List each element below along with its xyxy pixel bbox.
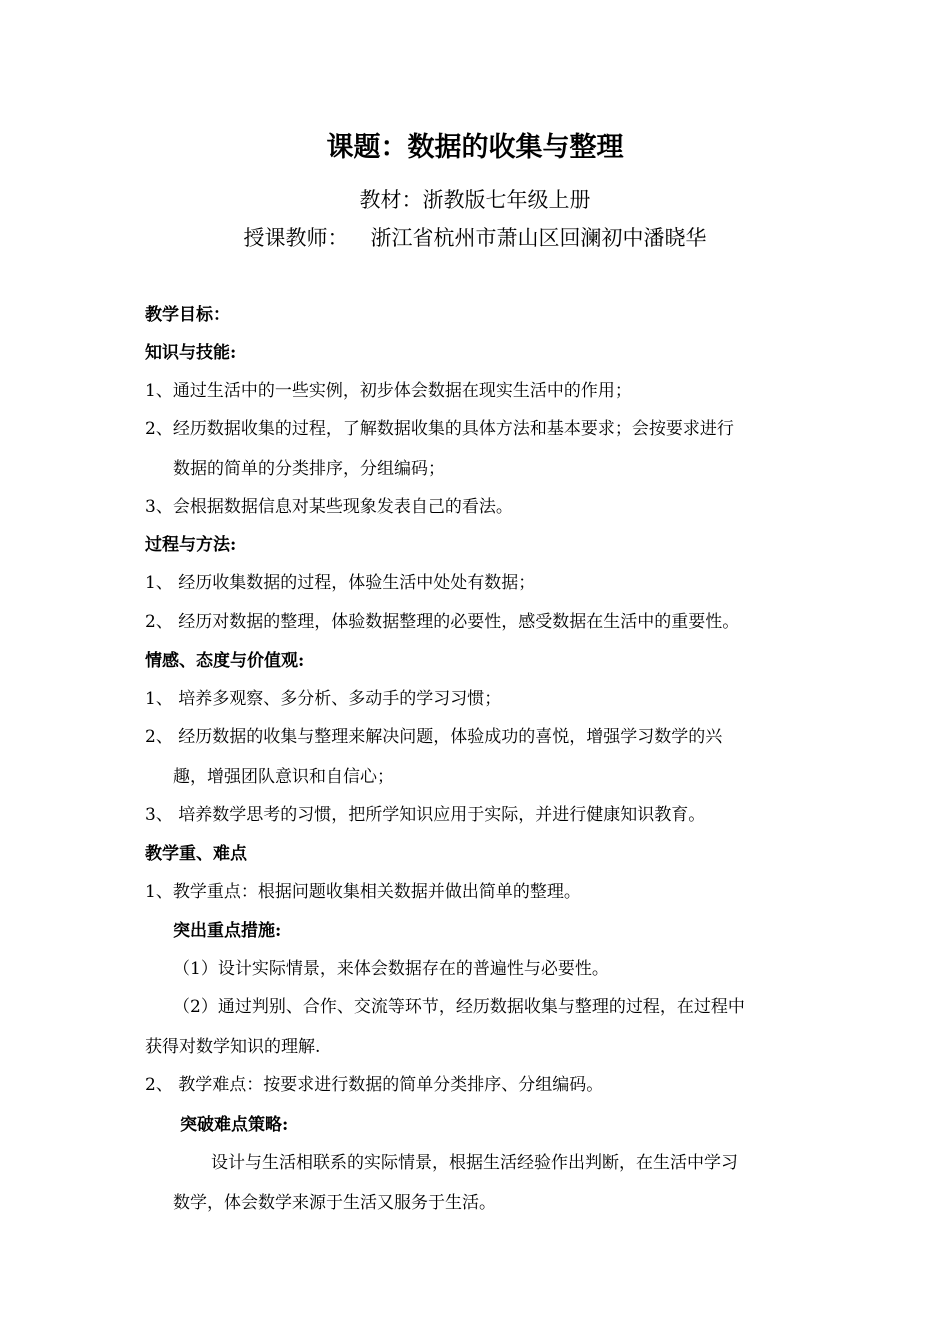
body-line: 1、 培养多观察、多分析、多动手的学习习惯； <box>145 689 502 709</box>
subheading-process-method: 过程与方法: <box>145 535 237 555</box>
body-line: 2、 教学难点：按要求进行数据的简单分类排序、分组编码。 <box>145 1075 604 1095</box>
body-line: 数学，体会数学来源于生活又服务于生活。 <box>173 1193 496 1213</box>
subheading-difficulty-strategy: 突破难点策略: <box>180 1115 289 1135</box>
body-line: 1、教学重点：根据问题收集相关数据并做出简单的整理。 <box>145 882 581 902</box>
section-heading-objectives: 教学目标： <box>145 305 230 325</box>
body-line: 2、经历数据收集的过程，了解数据收集的具体方法和基本要求；会按要求进行 <box>145 419 734 439</box>
body-line: 趣，增强团队意识和自信心； <box>173 767 394 787</box>
subheading-key-measures: 突出重点措施: <box>173 921 282 941</box>
body-line: 2、 经历对数据的整理，体验数据整理的必要性，感受数据在生活中的重要性。 <box>145 612 740 632</box>
subheading-knowledge-skills: 知识与技能: <box>145 343 237 363</box>
teacher-line <box>0 222 950 254</box>
teacher-label: 授课教师： <box>243 226 349 250</box>
body-line: 数据的简单的分类排序，分组编码； <box>173 459 445 479</box>
body-line: 2、 经历数据的收集与整理来解决问题，体验成功的喜悦，增强学习数学的兴 <box>145 727 723 747</box>
body-line: （2）通过判别、合作、交流等环节，经历数据收集与整理的过程，在过程中 <box>173 997 745 1017</box>
body-line: 获得对数学知识的理解. <box>145 1037 321 1057</box>
body-line: （1）设计实际情景，来体会数据存在的普遍性与必要性。 <box>173 959 609 979</box>
body-line: 1、通过生活中的一些实例，初步体会数据在现实生活中的作用； <box>145 381 632 401</box>
body-line: 1、 经历收集数据的过程，体验生活中处处有数据； <box>145 573 536 593</box>
teacher-name: 浙江省杭州市萧山区回澜初中潘晓华 <box>370 226 707 250</box>
section-heading-key-points: 教学重、难点 <box>145 844 247 864</box>
textbook-line: 教材：浙教版七年级上册 <box>359 188 591 212</box>
document-title: 课题：数据的收集与整理 <box>326 132 624 163</box>
body-line: 3、会根据数据信息对某些现象发表自己的看法。 <box>145 497 513 517</box>
subheading-emotion-attitude: 情感、态度与价值观: <box>145 651 305 671</box>
body-line: 3、 培养数学思考的习惯，把所学知识应用于实际，并进行健康知识教育。 <box>145 805 706 825</box>
body-line: 设计与生活相联系的实际情景，根据生活经验作出判断，在生活中学习 <box>211 1153 738 1173</box>
